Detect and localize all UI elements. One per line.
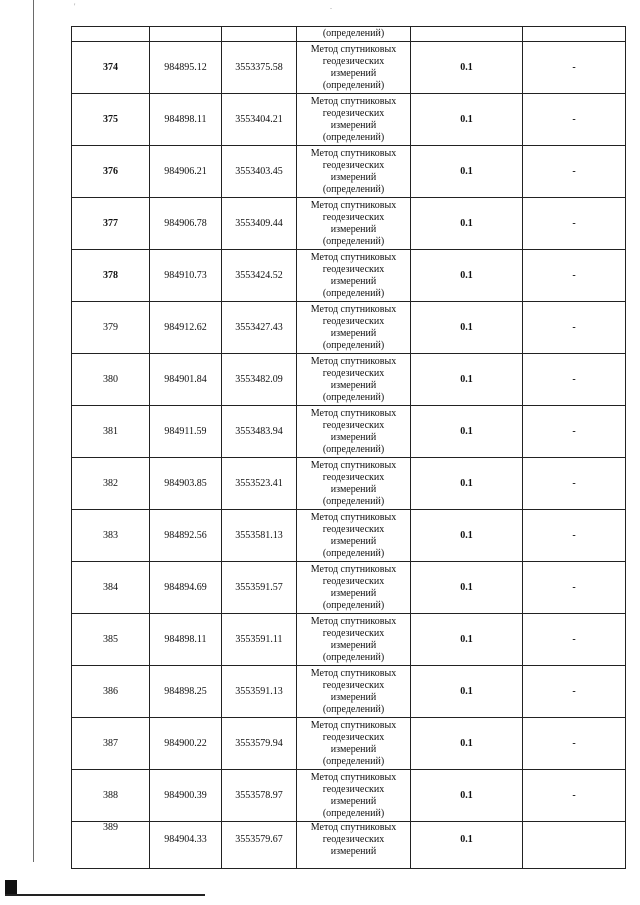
method-line: (определений) [322, 131, 385, 143]
method-line: (определений) [322, 79, 385, 91]
extra-value: - [523, 42, 626, 94]
accuracy-value: 0.1 [411, 666, 523, 718]
method-description [297, 562, 411, 614]
accuracy-value: 0.1 [411, 406, 523, 458]
coordinate-x: 984894.69 [150, 562, 222, 614]
coordinate-y: 3553591.13 [222, 666, 297, 718]
method-description [297, 146, 411, 198]
table-row [72, 822, 626, 869]
coordinate-x: 984906.78 [150, 198, 222, 250]
point-number: 376 [72, 146, 150, 198]
extra-value: - [523, 562, 626, 614]
method-description [297, 666, 411, 718]
extra-value: - [523, 770, 626, 822]
method-line: (определений) [322, 807, 385, 819]
table-row [72, 302, 626, 354]
point-number: 375 [72, 94, 150, 146]
method-line: Метод спутниковых [310, 43, 397, 55]
method-line: Метод спутниковых [310, 615, 397, 627]
coordinate-y: 3553578.97 [222, 770, 297, 822]
accuracy-value: 0.1 [411, 458, 523, 510]
method-line: геодезических [322, 367, 385, 379]
method-line: Метод спутниковых [310, 719, 397, 731]
method-line: Метод спутниковых [310, 459, 397, 471]
point-number: 387 [72, 718, 150, 770]
point-number: 378 [72, 250, 150, 302]
table-body [72, 27, 626, 869]
table-row [72, 770, 626, 822]
method-line: Метод спутниковых [310, 147, 397, 159]
table-row [72, 146, 626, 198]
continuation-row [72, 27, 626, 42]
method-description [297, 302, 411, 354]
table-row [72, 458, 626, 510]
accuracy-value: 0.1 [411, 250, 523, 302]
method-line: (определений) [322, 287, 385, 299]
coordinate-y: 3553404.21 [222, 94, 297, 146]
coordinate-y: 3553591.57 [222, 562, 297, 614]
method-line: измерений [330, 691, 377, 703]
accuracy-value: 0.1 [411, 94, 523, 146]
method-line: Метод спутниковых [310, 355, 397, 367]
cell-extra [523, 27, 626, 42]
cell-y [222, 27, 297, 42]
accuracy-value: 0.1 [411, 614, 523, 666]
method-description [297, 510, 411, 562]
method-line: геодезических [322, 419, 385, 431]
method-line: геодезических [322, 211, 385, 223]
cell-num [72, 27, 150, 42]
point-number: 386 [72, 666, 150, 718]
method-line: измерений [330, 327, 377, 339]
method-line: геодезических [322, 834, 385, 845]
method-line: Метод спутниковых [310, 199, 397, 211]
method-description [297, 42, 411, 94]
table-row [72, 250, 626, 302]
coordinate-x: 984898.11 [150, 614, 222, 666]
method-line: Метод спутниковых [310, 771, 397, 783]
coordinate-y: 3553403.45 [222, 146, 297, 198]
method-line: геодезических [322, 263, 385, 275]
method-line: (определений) [322, 443, 385, 455]
coordinate-y: 3553424.52 [222, 250, 297, 302]
coordinate-y: 3553591.11 [222, 614, 297, 666]
method-description [297, 718, 411, 770]
point-number: 389 [72, 822, 150, 869]
table-row [72, 718, 626, 770]
method-line: геодезических [322, 159, 385, 171]
cell-method: (определений) [297, 27, 411, 42]
method-line: измерений [330, 119, 377, 131]
method-line: (определений) [322, 235, 385, 247]
coordinate-x: 984911.59 [150, 406, 222, 458]
method-description [297, 406, 411, 458]
coordinate-x: 984910.73 [150, 250, 222, 302]
method-line: геодезических [322, 575, 385, 587]
method-line: (определений) [322, 703, 385, 715]
extra-value: - [523, 406, 626, 458]
accuracy-value: 0.1 [411, 302, 523, 354]
coordinate-x: 984903.85 [150, 458, 222, 510]
accuracy-value: 0.1 [411, 822, 523, 869]
method-line: геодезических [322, 523, 385, 535]
scan-speck: ' [74, 2, 76, 11]
method-line: геодезических [322, 55, 385, 67]
method-line: геодезических [322, 679, 385, 691]
method-line: Метод спутниковых [310, 407, 397, 419]
point-number: 377 [72, 198, 150, 250]
method-line: геодезических [322, 627, 385, 639]
method-line: измерений [330, 795, 377, 807]
method-line: Метод спутниковых [310, 95, 397, 107]
accuracy-value: 0.1 [411, 42, 523, 94]
extra-value: - [523, 302, 626, 354]
extra-value: - [523, 198, 626, 250]
point-number: 380 [72, 354, 150, 406]
method-line: Метод спутниковых [310, 303, 397, 315]
accuracy-value: 0.1 [411, 146, 523, 198]
coordinate-y: 3553581.13 [222, 510, 297, 562]
method-description [297, 354, 411, 406]
method-line: геодезических [322, 107, 385, 119]
method-description [297, 614, 411, 666]
method-line: (определений) [322, 651, 385, 663]
page-footer-rule [5, 894, 205, 896]
method-line: измерений [330, 275, 377, 287]
accuracy-value: 0.1 [411, 198, 523, 250]
extra-value: - [523, 458, 626, 510]
method-description [297, 822, 411, 869]
method-line: геодезических [322, 315, 385, 327]
coordinate-y: 3553409.44 [222, 198, 297, 250]
point-number: 374 [72, 42, 150, 94]
table-row [72, 42, 626, 94]
method-description [297, 250, 411, 302]
table-row [72, 510, 626, 562]
method-line: измерений [330, 483, 377, 495]
table-row [72, 354, 626, 406]
coordinate-x: 984900.22 [150, 718, 222, 770]
accuracy-value: 0.1 [411, 354, 523, 406]
method-description [297, 770, 411, 822]
extra-value: - [523, 510, 626, 562]
method-line: (определений) [322, 391, 385, 403]
coordinate-y: 3553483.94 [222, 406, 297, 458]
method-line: Метод спутниковых [310, 511, 397, 523]
table-row [72, 666, 626, 718]
point-number: 383 [72, 510, 150, 562]
coordinate-x: 984898.11 [150, 94, 222, 146]
cell-x [150, 27, 222, 42]
method-description [297, 94, 411, 146]
method-line: Метод спутниковых [310, 822, 397, 833]
method-description [297, 458, 411, 510]
coordinate-y: 3553579.94 [222, 718, 297, 770]
coordinates-table [71, 26, 626, 869]
method-line: измерений [330, 431, 377, 443]
table-row [72, 406, 626, 458]
extra-value: - [523, 94, 626, 146]
method-line: измерений [330, 535, 377, 547]
method-line: измерений [330, 67, 377, 79]
method-line: измерений [330, 639, 377, 651]
coordinate-x: 984906.21 [150, 146, 222, 198]
extra-value: - [523, 354, 626, 406]
extra-value: - [523, 146, 626, 198]
coordinate-y: 3553375.58 [222, 42, 297, 94]
method-line: (определений) [322, 495, 385, 507]
extra-value: - [523, 614, 626, 666]
method-line: Метод спутниковых [310, 251, 397, 263]
method-line: измерений [330, 379, 377, 391]
coordinate-x: 984904.33 [150, 822, 222, 869]
accuracy-value: 0.1 [411, 510, 523, 562]
table-row [72, 614, 626, 666]
table-row [72, 198, 626, 250]
table-row [72, 94, 626, 146]
method-line: измерений [330, 743, 377, 755]
method-line: (определений) [322, 547, 385, 559]
method-line: измерений [330, 587, 377, 599]
binding-margin-line [33, 0, 34, 862]
coordinate-x: 984912.62 [150, 302, 222, 354]
extra-value: - [523, 250, 626, 302]
point-number: 382 [72, 458, 150, 510]
coordinate-x: 984901.84 [150, 354, 222, 406]
method-line: (определений) [322, 339, 385, 351]
extra-value: - [523, 718, 626, 770]
accuracy-value: 0.1 [411, 562, 523, 614]
point-number: 379 [72, 302, 150, 354]
coordinate-y: 3553579.67 [222, 822, 297, 869]
method-line: геодезических [322, 731, 385, 743]
method-line: Метод спутниковых [310, 563, 397, 575]
table-row [72, 562, 626, 614]
method-line: (определений) [322, 599, 385, 611]
coordinate-x: 984892.56 [150, 510, 222, 562]
accuracy-value: 0.1 [411, 770, 523, 822]
method-line: Метод спутниковых [310, 667, 397, 679]
coordinate-y: 3553523.41 [222, 458, 297, 510]
coordinate-x: 984898.25 [150, 666, 222, 718]
method-line: (определений) [322, 755, 385, 767]
cell-accuracy [411, 27, 523, 42]
method-line: измерений [330, 223, 377, 235]
method-line: (определений) [322, 183, 385, 195]
coordinate-x: 984900.39 [150, 770, 222, 822]
method-line: геодезических [322, 783, 385, 795]
accuracy-value: 0.1 [411, 718, 523, 770]
coordinate-y: 3553482.09 [222, 354, 297, 406]
coordinate-y: 3553427.43 [222, 302, 297, 354]
coordinate-x: 984895.12 [150, 42, 222, 94]
point-number: 388 [72, 770, 150, 822]
method-line: геодезических [322, 471, 385, 483]
method-line: измерений [330, 171, 377, 183]
point-number: 385 [72, 614, 150, 666]
extra-value: - [523, 666, 626, 718]
point-number: 384 [72, 562, 150, 614]
method-line: измерений [330, 846, 377, 857]
extra-value [523, 822, 626, 869]
method-description [297, 198, 411, 250]
scan-speck: . [330, 2, 332, 11]
point-number: 381 [72, 406, 150, 458]
